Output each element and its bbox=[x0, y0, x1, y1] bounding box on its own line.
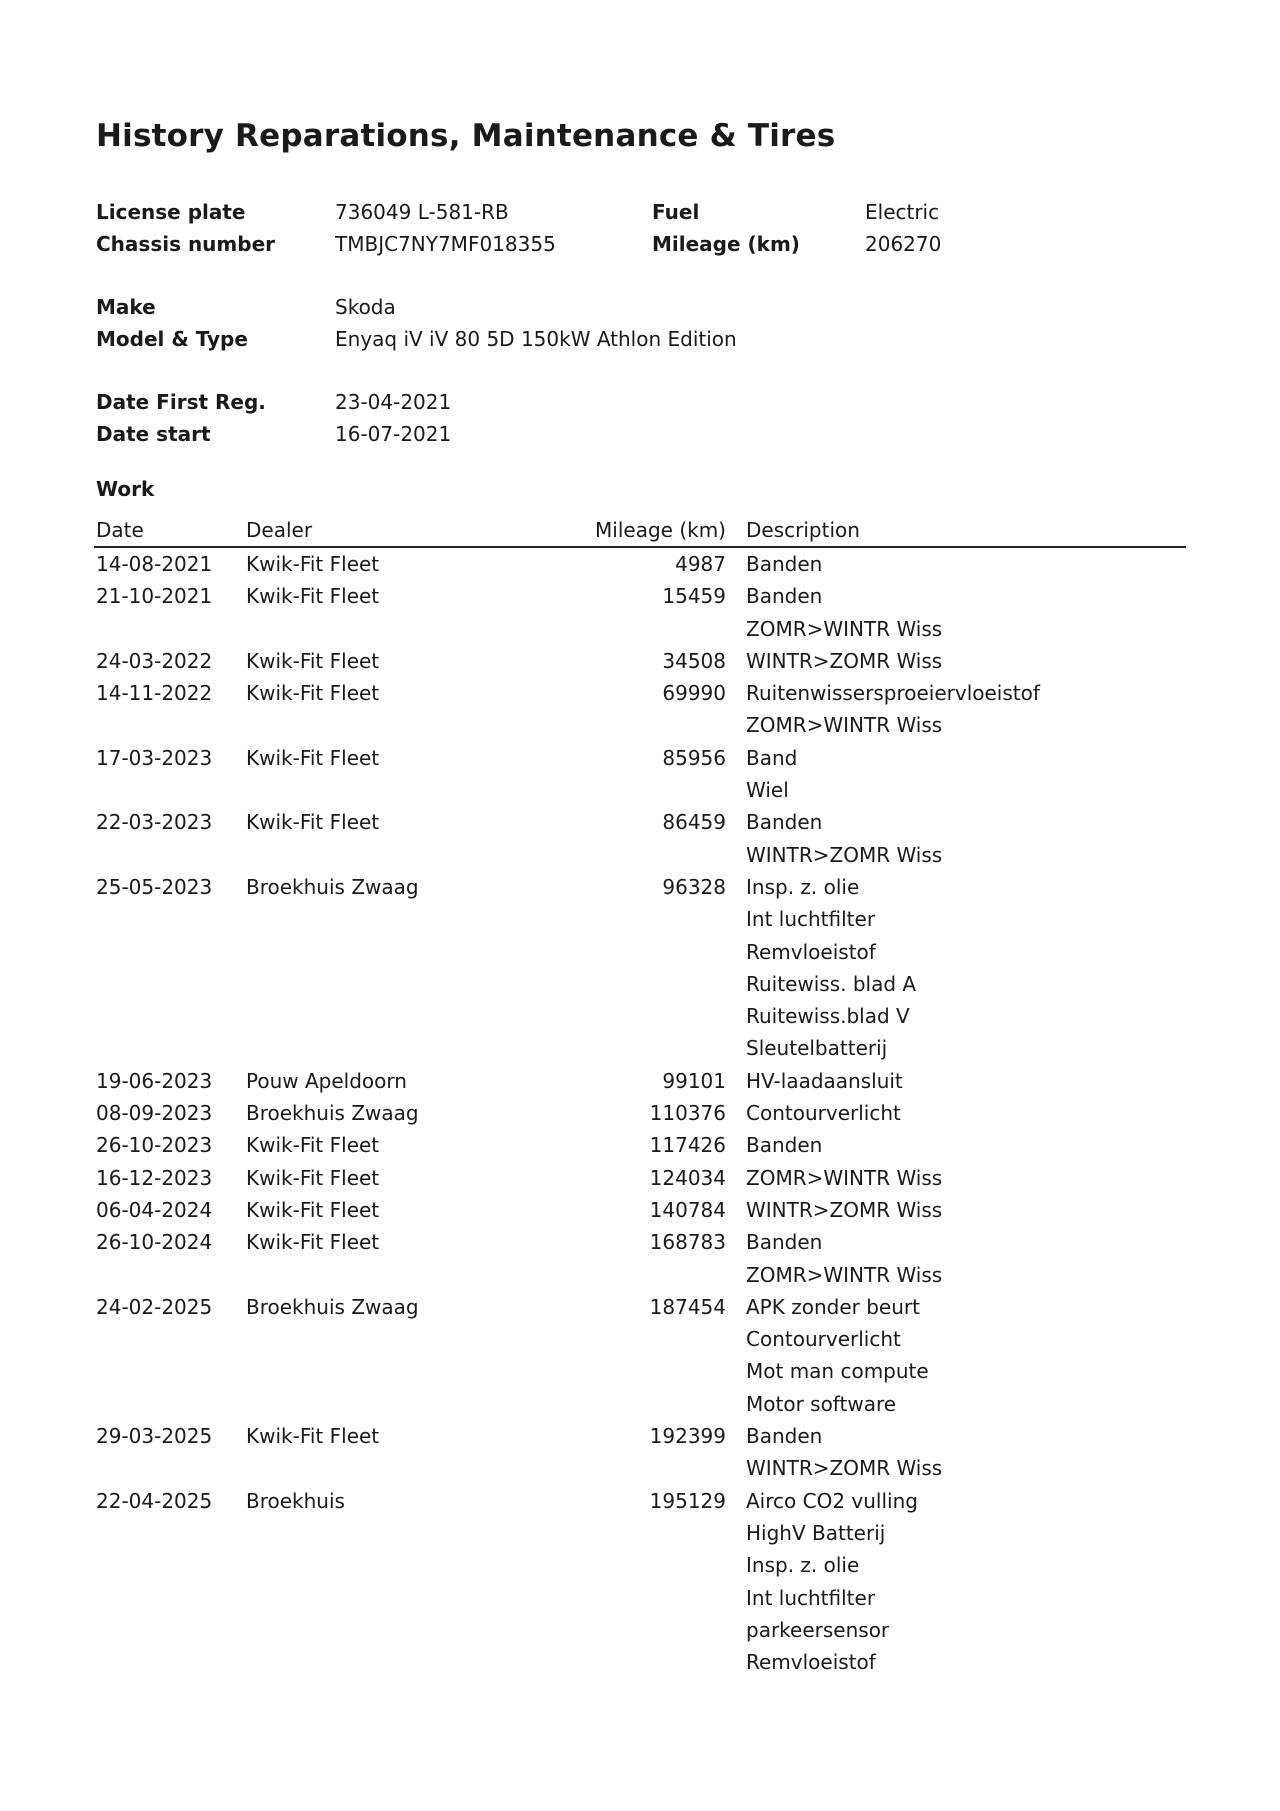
table-row bbox=[94, 1291, 1186, 1420]
row-mileage: 99101 bbox=[662, 1068, 726, 1093]
row-description-item: Banden bbox=[746, 552, 823, 576]
work-table-header bbox=[94, 514, 1186, 548]
license-plate-value: 736049 L-581-RB bbox=[335, 200, 509, 224]
row-descriptions bbox=[726, 1162, 942, 1194]
row-description-item: Ruitenwissersproeiervloeistof bbox=[746, 681, 1040, 706]
vehicle-info bbox=[96, 196, 996, 450]
info-row-plate-fuel bbox=[96, 196, 996, 228]
row-dealer: Kwik-Fit Fleet bbox=[246, 1197, 380, 1222]
row-dealer: Kwik-Fit Fleet bbox=[246, 1424, 380, 1449]
row-description-item: Banden bbox=[746, 584, 823, 609]
row-date: 29-03-2025 bbox=[96, 1424, 213, 1449]
row-description-item: HighV Batterij bbox=[746, 1520, 886, 1545]
table-row bbox=[94, 1226, 1186, 1291]
row-description-item: Motor software bbox=[746, 1391, 897, 1416]
license-plate-label: License plate bbox=[96, 200, 246, 224]
row-mileage: 117426 bbox=[649, 1133, 726, 1158]
row-descriptions bbox=[726, 1129, 822, 1161]
row-description-item: Airco CO2 vulling bbox=[746, 1488, 918, 1513]
make-label: Make bbox=[96, 295, 156, 319]
row-dealer: Kwik-Fit Fleet bbox=[246, 1230, 380, 1255]
row-descriptions bbox=[726, 871, 916, 1065]
table-row bbox=[94, 1065, 1186, 1097]
row-description-item: parkeersensor bbox=[746, 1617, 890, 1642]
row-description-item: Insp. z. olie bbox=[746, 1553, 860, 1578]
first-reg-value: 23-04-2021 bbox=[335, 390, 452, 414]
row-description-item: WINTR>ZOMR Wiss bbox=[746, 648, 943, 673]
table-row bbox=[94, 1129, 1186, 1161]
row-mileage: 34508 bbox=[662, 648, 726, 673]
row-descriptions bbox=[726, 1291, 929, 1420]
column-header-dealer: Dealer bbox=[246, 518, 313, 542]
row-date: 21-10-2021 bbox=[96, 584, 213, 609]
row-date: 14-08-2021 bbox=[96, 552, 213, 576]
row-dealer: Kwik-Fit Fleet bbox=[246, 584, 380, 609]
row-description-item: HV-laadaansluit bbox=[746, 1068, 903, 1093]
fuel-label: Fuel bbox=[652, 200, 700, 224]
date-start-value: 16-07-2021 bbox=[335, 422, 452, 446]
table-row bbox=[94, 677, 1186, 742]
row-description-item: Mot man compute bbox=[746, 1359, 929, 1384]
row-description-item: WINTR>ZOMR Wiss bbox=[746, 1456, 943, 1481]
column-header-date: Date bbox=[96, 518, 144, 542]
work-section-title: Work bbox=[96, 477, 155, 501]
row-mileage: 140784 bbox=[649, 1197, 726, 1222]
first-reg-label: Date First Reg. bbox=[96, 390, 266, 414]
table-row bbox=[94, 645, 1186, 677]
row-mileage: 168783 bbox=[649, 1230, 726, 1255]
row-description-item: Int luchtfilter bbox=[746, 1585, 876, 1610]
row-descriptions bbox=[726, 580, 942, 645]
row-dealer: Broekhuis Zwaag bbox=[246, 1294, 419, 1319]
work-table bbox=[94, 514, 1186, 1678]
column-header-description: Description bbox=[746, 518, 860, 542]
column-header-mileage: Mileage (km) bbox=[595, 518, 726, 542]
row-description-item: ZOMR>WINTR Wiss bbox=[746, 713, 943, 738]
chassis-value: TMBJC7NY7MF018355 bbox=[335, 232, 556, 256]
row-description-item: Banden bbox=[746, 1133, 823, 1158]
row-dealer: Kwik-Fit Fleet bbox=[246, 1133, 380, 1158]
table-row bbox=[94, 1162, 1186, 1194]
row-description-item: Remvloeistof bbox=[746, 1650, 876, 1675]
row-date: 17-03-2023 bbox=[96, 745, 213, 770]
row-date: 16-12-2023 bbox=[96, 1165, 213, 1190]
row-description-item: Remvloeistof bbox=[746, 939, 876, 964]
row-mileage: 187454 bbox=[649, 1294, 726, 1319]
row-description-item: ZOMR>WINTR Wiss bbox=[746, 616, 943, 641]
row-description-item: APK zonder beurt bbox=[746, 1294, 920, 1319]
row-dealer: Broekhuis bbox=[246, 1488, 345, 1513]
chassis-label: Chassis number bbox=[96, 232, 276, 256]
row-date: 24-02-2025 bbox=[96, 1294, 213, 1319]
row-dealer: Kwik-Fit Fleet bbox=[246, 745, 380, 770]
row-mileage: 192399 bbox=[649, 1424, 726, 1449]
row-dealer: Kwik-Fit Fleet bbox=[246, 1165, 380, 1190]
row-date: 24-03-2022 bbox=[96, 648, 213, 673]
spacer bbox=[96, 355, 996, 386]
model-label: Model & Type bbox=[96, 327, 248, 351]
row-descriptions bbox=[726, 645, 942, 677]
row-mileage: 85956 bbox=[662, 745, 726, 770]
fuel-value: Electric bbox=[865, 200, 940, 224]
table-row bbox=[94, 871, 1186, 1065]
work-table-body bbox=[94, 548, 1186, 1678]
row-description-item: Contourverlicht bbox=[746, 1327, 901, 1352]
row-descriptions bbox=[726, 677, 1040, 742]
model-value: Enyaq iV iV 80 5D 150kW Athlon Edition bbox=[335, 327, 737, 351]
row-mileage: 86459 bbox=[662, 810, 726, 835]
row-date: 08-09-2023 bbox=[96, 1101, 213, 1126]
table-row bbox=[94, 742, 1186, 807]
mileage-label: Mileage (km) bbox=[652, 232, 800, 256]
row-description-item: Ruitewiss. blad A bbox=[746, 971, 917, 996]
row-mileage: 110376 bbox=[649, 1101, 726, 1126]
row-descriptions bbox=[726, 806, 942, 871]
row-description-item: Sleutelbatterij bbox=[746, 1036, 888, 1061]
row-date: 26-10-2024 bbox=[96, 1230, 213, 1255]
row-mileage: 124034 bbox=[649, 1165, 726, 1190]
row-date: 06-04-2024 bbox=[96, 1197, 213, 1222]
row-date: 25-05-2023 bbox=[96, 874, 213, 899]
row-dealer: Broekhuis Zwaag bbox=[246, 1101, 419, 1126]
row-date: 19-06-2023 bbox=[96, 1068, 213, 1093]
table-row bbox=[94, 1194, 1186, 1226]
info-row-first-reg bbox=[96, 386, 996, 418]
row-dealer: Kwik-Fit Fleet bbox=[246, 681, 380, 706]
row-description-item: Ruitewiss.blad V bbox=[746, 1004, 910, 1029]
row-date: 22-03-2023 bbox=[96, 810, 213, 835]
row-descriptions bbox=[726, 1485, 918, 1679]
row-description-item: Contourverlicht bbox=[746, 1101, 901, 1126]
row-dealer: Broekhuis Zwaag bbox=[246, 874, 419, 899]
table-row bbox=[94, 580, 1186, 645]
row-description-item: Int luchtfilter bbox=[746, 907, 876, 932]
row-mileage: 195129 bbox=[649, 1488, 726, 1513]
info-row-model bbox=[96, 323, 996, 355]
row-description-item: ZOMR>WINTR Wiss bbox=[746, 1262, 943, 1287]
row-mileage: 69990 bbox=[662, 681, 726, 706]
row-date: 14-11-2022 bbox=[96, 681, 213, 706]
row-descriptions bbox=[726, 1097, 901, 1129]
row-dealer: Pouw Apeldoorn bbox=[246, 1068, 407, 1093]
row-descriptions bbox=[726, 1065, 903, 1097]
page-title: History Reparations, Maintenance & Tires bbox=[96, 118, 836, 154]
row-description-item: Insp. z. olie bbox=[746, 874, 860, 899]
row-date: 26-10-2023 bbox=[96, 1133, 213, 1158]
row-mileage: 15459 bbox=[662, 584, 726, 609]
row-descriptions bbox=[726, 548, 822, 580]
table-row bbox=[94, 1097, 1186, 1129]
table-row bbox=[94, 1420, 1186, 1485]
row-dealer: Kwik-Fit Fleet bbox=[246, 648, 380, 673]
row-description-item: WINTR>ZOMR Wiss bbox=[746, 842, 943, 867]
info-row-chassis-mileage bbox=[96, 228, 996, 260]
info-row-make bbox=[96, 291, 996, 323]
row-mileage: 4987 bbox=[675, 552, 726, 576]
row-dealer: Kwik-Fit Fleet bbox=[246, 552, 380, 576]
info-row-date-start bbox=[96, 418, 996, 450]
row-descriptions bbox=[726, 1194, 942, 1226]
table-row bbox=[94, 1485, 1186, 1679]
row-description-item: Banden bbox=[746, 1424, 823, 1449]
spacer bbox=[96, 260, 996, 291]
row-mileage: 96328 bbox=[662, 874, 726, 899]
make-value: Skoda bbox=[335, 295, 396, 319]
mileage-value: 206270 bbox=[865, 232, 942, 256]
row-description-item: Band bbox=[746, 745, 798, 770]
row-descriptions bbox=[726, 1420, 942, 1485]
row-description-item: WINTR>ZOMR Wiss bbox=[746, 1197, 943, 1222]
row-date: 22-04-2025 bbox=[96, 1488, 213, 1513]
table-row bbox=[94, 548, 1186, 580]
row-description-item: ZOMR>WINTR Wiss bbox=[746, 1165, 943, 1190]
row-description-item: Wiel bbox=[746, 778, 789, 803]
row-descriptions bbox=[726, 742, 797, 807]
row-description-item: Banden bbox=[746, 810, 823, 835]
row-description-item: Banden bbox=[746, 1230, 823, 1255]
row-dealer: Kwik-Fit Fleet bbox=[246, 810, 380, 835]
row-descriptions bbox=[726, 1226, 942, 1291]
table-row bbox=[94, 806, 1186, 871]
date-start-label: Date start bbox=[96, 422, 211, 446]
